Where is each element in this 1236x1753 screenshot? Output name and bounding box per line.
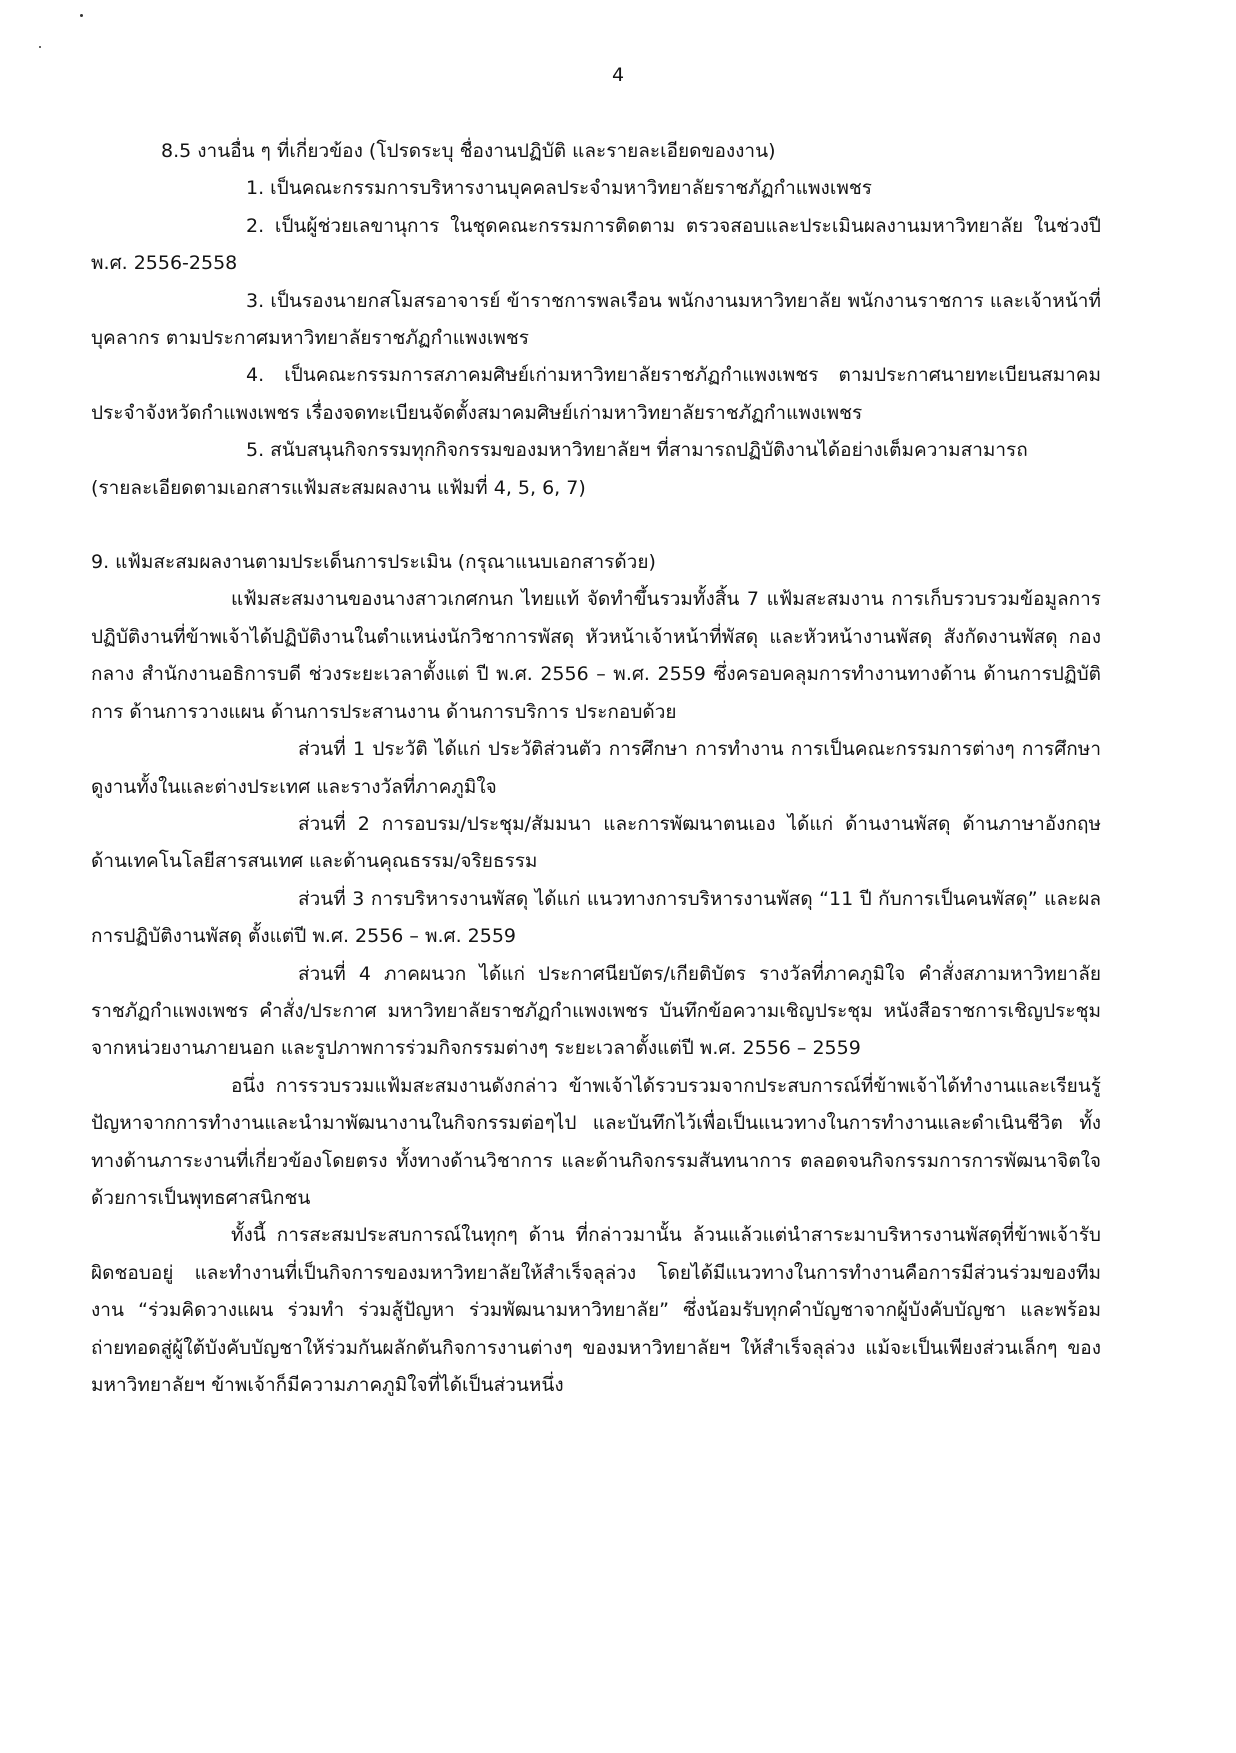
section-8-5-item-3: 3. เป็นรองนายกสโมสรอาจารย์ ข้าราชการพลเรือน พนักงานมหาวิทยาลัย พนักงานราชการ และเจ้าหน้าที่บุคลากร ตามประกาศมหาวิทยาลัยราชภัฏกำแพงเพชร [91,289,1101,350]
scan-speck [80,14,83,17]
section-9-paragraph-2: อนึ่ง การรวบรวมแฟ้มสะสมงานดังกล่าว ข้าพเจ้าได้รวบรวมจากประสบการณ์ที่ข้าพเจ้าได้ทำงานและเรียนรู้ปัญหาจากการทำงานและนำมาพัฒนางานในกิจกรรมต่อๆไป และบันทึกไว้เพื่อเป็นแนวทางในการทำงานและดำเนินชีวิต ทั้งทางด้านภาระงานที่เกี่ยวข้องโดยตรง ทั้งทางด้านวิชาการ และด้านกิจกรรมสันทนาการ ตลอดจนกิจกรรมการการพัฒนาจิตใจด้วยการเป็นพุทธศาสนิกชน [91,1074,1101,1209]
section-9-part-2: ส่วนที่ 2 การอบรม/ประชุม/สัมมนา และการพัฒนาตนเอง ได้แก่ ด้านงานพัสดุ ด้านภาษาอังกฤษ ด้านเทคโนโลยีสารสนเทศ และด้านคุณธรรม/จริยธรรม [91,812,1101,873]
section-8-5-item-5: 5. สนับสนุนกิจกรรมทุกกิจกรรมของมหาวิทยาลัยฯ ที่สามารถปฏิบัติงานได้อย่างเต็มความสามารถ [246,439,1028,462]
section-8-5-item-4: 4. เป็นคณะกรรมการสภาคมศิษย์เก่ามหาวิทยาลัยราชภัฏกำแพงเพชร ตามประกาศนายทะเบียนสมาคมประจำจังหวัดกำแพงเพชร เรื่องจดทะเบียนจัดตั้งสมาคมศิษย์เก่ามหาวิทยาลัยราชภัฏกำแพงเพชร [91,364,1101,424]
document-body [91,133,1101,1404]
section-9-paragraph-3: ทั้งนี้ การสะสมประสบการณ์ในทุกๆ ด้าน ที่กล่าวมานั้น ล้วนแล้วแต่นำสาระมาบริหารงานพัสดุที่ข้าพเจ้ารับผิดชอบอยู่ และทำงานที่เป็นกิจการของมหาวิทยาลัยให้สำเร็จลุล่วง โดยได้มีแนวทางในการทำงานคือการมีส่วนร่วมของทีมงาน “ร่วมคิดวางแผน ร่วมทำ ร่วมสู้ปัญหา ร่วมพัฒนามหาวิทยาลัย” ซึ่งน้อมรับทุกคำบัญชาจากผู้บังคับบัญชา และพร้อมถ่ายทอดสู่ผู้ใต้บังคับบัญชาให้ร่วมกันผลักดันกิจการงานต่างๆ ของมหาวิทยาลัยฯ ให้สำเร็จลุล่วง แม้จะเป็นเพียงส่วนเล็กๆ ของมหาวิทยาลัยฯ ข้าพเจ้าก็มีความภาคภูมิใจที่ได้เป็นส่วนหนึ่ง [91,1224,1101,1396]
section-8-5-note: (รายละเอียดตามเอกสารแฟ้มสะสมผลงาน แฟ้มที่ 4, 5, 6, 7) [91,476,586,499]
section-9-part-1: ส่วนที่ 1 ประวัติ ได้แก่ ประวัติส่วนตัว การศึกษา การทำงาน การเป็นคณะกรรมการต่างๆ การศึกษาดูงานทั้งในและต่างประเทศ และรางวัลที่ภาคภูมิใจ [91,738,1101,798]
section-9-part-4: ส่วนที่ 4 ภาคผนวก ได้แก่ ประกาศนียบัตร/เกียติบัตร รางวัลที่ภาคภูมิใจ คำสั่งสภามหาวิทยาลัยราชภัฏกำแพงเพชร คำสั่ง/ประกาศ มหาวิทยาลัยราชภัฏกำแพงเพชร บันทึกข้อความเชิญประชุม หนังสือราชการเชิญประชุมจากหน่วยงานภายนอก และรูปภาพการร่วมกิจกรรมต่างๆ ระยะเวลาตั้งแต่ปี พ.ศ. 2556 – 2559 [91,962,1101,1060]
section-9-intro: แฟ้มสะสมงานของนางสาวเกศกนก ไทยแท้ จัดทำขึ้นรวมทั้งสิ้น 7 แฟ้มสะสมงาน การเก็บรวบรวมข้อมูลการปฏิบัติงานที่ข้าพเจ้าได้ปฏิบัติงานในตำแหน่งนักวิชาการพัสดุ หัวหน้าเจ้าหน้าที่พัสดุ และหัวหน้างานพัสดุ สังกัดงานพัสดุ กองกลาง สำนักงานอธิการบดี ช่วงระยะเวลาตั้งแต่ ปี พ.ศ. 2556 – พ.ศ. 2559 ซึ่งครอบคลุมการทำงานทางด้าน ด้านการปฏิบัติการ ด้านการวางแผน ด้านการประสานงาน ด้านการบริการ ประกอบด้วย [91,588,1101,723]
section-9-part-3: ส่วนที่ 3 การบริหารงานพัสดุ ได้แก่ แนวทางการบริหารงานพัสดุ “11 ปี กับการเป็นคนพัสดุ” และผลการปฏิบัติงานพัสดุ ตั้งแต่ปี พ.ศ. 2556 – พ.ศ. 2559 [91,887,1101,948]
page-number: 4 [611,64,625,86]
section-8-5-item-1: 1. เป็นคณะกรรมการบริหารงานบุคคลประจำมหาวิทยาลัยราชภัฏกำแพงเพชร [246,177,872,200]
scan-speck [39,46,41,48]
section-8-5-item-2: 2. เป็นผู้ช่วยเลขานุการ ในชุดคณะกรรมการติดตาม ตรวจสอบและประเมินผลงานมหาวิทยาลัย ในช่วงปี พ.ศ. 2556-2558 [91,214,1101,275]
section-9-heading: 9. แฟ้มสะสมผลงานตามประเด็นการประเมิน (กรุณาแนบเอกสารด้วย) [91,551,656,574]
section-8-5-heading: 8.5 งานอื่น ๆ ที่เกี่ยวข้อง (โปรดระบุ ชื่องานปฏิบัติ และรายละเอียดของงาน) [161,140,776,162]
